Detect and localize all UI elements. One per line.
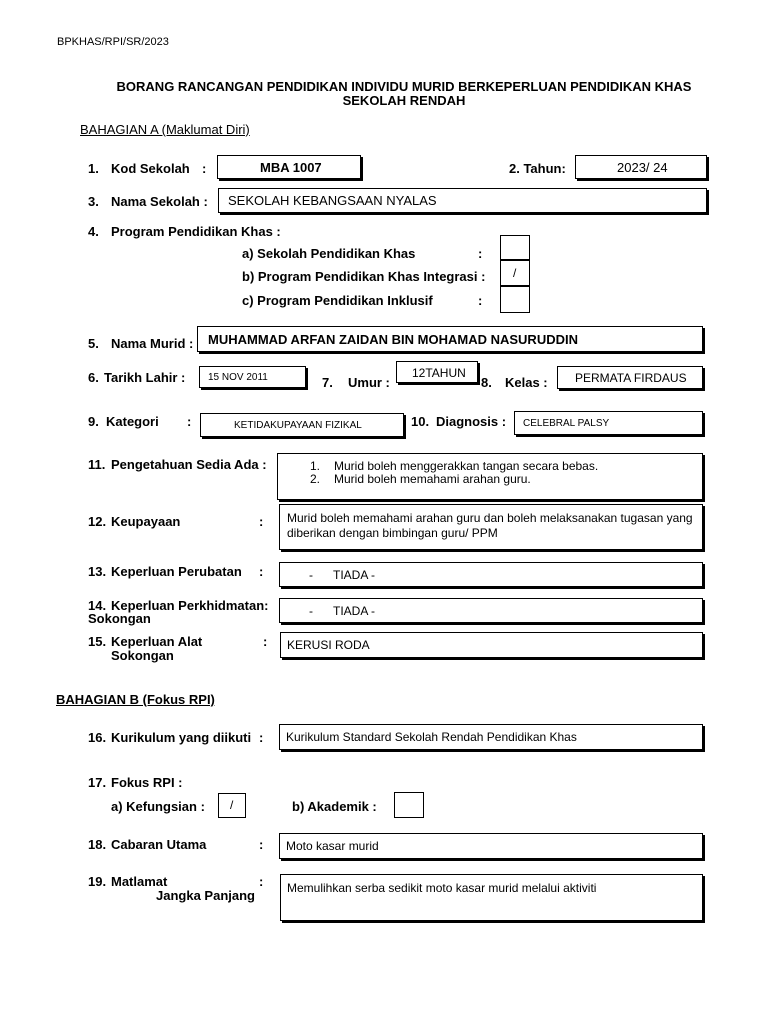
colon: : [478, 293, 483, 308]
tahun-field[interactable] [575, 155, 707, 179]
pengetahuan-item-1-text: Murid boleh menggerakkan tangan secara bebas. [334, 459, 599, 473]
field-number: 6. [88, 370, 99, 385]
form-title-line2: SEKOLAH RENDAH [342, 93, 466, 108]
field-number: 7. [322, 375, 333, 390]
diagnosis-field[interactable] [514, 411, 703, 435]
kategori-field[interactable] [200, 413, 404, 437]
akademik-label: b) Akademik : [292, 799, 377, 814]
tarikh-lahir-value: 15 NOV 2011 [208, 372, 268, 383]
pengetahuan-field[interactable] [277, 453, 703, 500]
field-number: 8. [481, 375, 492, 390]
program-option-b-checkbox[interactable] [500, 260, 530, 286]
form-title-line1: BORANG RANCANGAN PENDIDIKAN INDIVIDU MURID BERKEPERLUAN PENDIDIKAN KHAS [116, 79, 692, 94]
nama-murid-field[interactable] [197, 326, 703, 352]
section-b-heading: BAHAGIAN B (Fokus RPI) [56, 692, 215, 707]
kod-sekolah-value: MBA 1007 [260, 160, 322, 175]
tahun-label: 2. Tahun: [509, 161, 566, 176]
field-number: 13. [88, 564, 107, 579]
perkhidmatan-label-line2: Sokongan [88, 611, 151, 626]
field-number: 18. [88, 837, 107, 852]
kelas-value: PERMATA FIRDAUS [575, 371, 687, 385]
program-option-c-label: c) Program Pendidikan Inklusif [242, 293, 433, 308]
pengetahuan-label: Pengetahuan Sedia Ada : [111, 457, 267, 472]
umur-label: Umur : [348, 375, 390, 390]
colon: : [263, 634, 268, 649]
pengetahuan-item-2-number: 2. [310, 472, 321, 486]
perubatan-field[interactable] [279, 562, 703, 587]
field-number: 15. [88, 634, 107, 649]
matlamat-label-line1: Matlamat [111, 874, 168, 889]
matlamat-label-line2: Jangka Panjang [156, 888, 255, 903]
umur-value: 12TAHUN [412, 366, 466, 380]
colon: : [259, 837, 264, 852]
field-number: 11. [88, 457, 106, 472]
field-number: 12. [88, 514, 107, 529]
colon: : [259, 730, 264, 745]
matlamat-value: Memulihkan serba sedikit moto kasar murid melalui aktiviti [287, 881, 597, 895]
perubatan-value: TIADA - [333, 568, 376, 582]
diagnosis-label: Diagnosis : [436, 414, 507, 429]
nama-murid-label: Nama Murid : [111, 336, 194, 351]
tahun-value: 2023/ 24 [617, 160, 668, 175]
tarikh-lahir-label: Tarikh Lahir : [104, 370, 186, 385]
alat-value: KERUSI RODA [287, 638, 370, 652]
nama-murid-value: MUHAMMAD ARFAN ZAIDAN BIN MOHAMAD NASURUDDIN [208, 332, 578, 347]
cabaran-field[interactable] [279, 833, 703, 859]
umur-field[interactable] [396, 361, 478, 383]
perkhidmatan-value: TIADA - [333, 604, 376, 618]
field-number: 19. [88, 874, 107, 889]
cabaran-label: Cabaran Utama [111, 837, 207, 852]
perubatan-label: Keperluan Perubatan [111, 564, 242, 579]
kurikulum-field[interactable] [279, 724, 703, 750]
program-label: Program Pendidikan Khas : [111, 224, 281, 239]
program-option-b-label: b) Program Pendidikan Khas Integrasi : [242, 269, 486, 284]
program-option-a-label: a) Sekolah Pendidikan Khas [242, 246, 416, 261]
field-number: 10. [411, 414, 430, 429]
kurikulum-label: Kurikulum yang diikuti [111, 730, 252, 745]
kod-sekolah-label: Kod Sekolah [111, 161, 190, 176]
kelas-label: Kelas : [505, 375, 548, 390]
kelas-field[interactable] [557, 366, 703, 389]
matlamat-field[interactable] [280, 874, 703, 921]
colon: : [259, 874, 264, 889]
colon: : [259, 564, 264, 579]
pengetahuan-item-1-number: 1. [310, 459, 321, 473]
kategori-value: KETIDAKUPAYAAN FIZIKAL [234, 420, 362, 431]
pengetahuan-item-2-text: Murid boleh memahami arahan guru. [334, 472, 531, 486]
kategori-label: Kategori [106, 414, 159, 429]
field-number: 1. [88, 161, 99, 176]
program-option-c-checkbox[interactable] [500, 286, 530, 313]
keupayaan-value: Murid boleh memahami arahan guru dan boleh melaksanakan tugasan yang diberikan dengan bimbingan guru/ PPM [287, 511, 693, 540]
alat-label-line2: Sokongan [111, 648, 174, 663]
kurikulum-value: Kurikulum Standard Sekolah Rendah Pendidikan Khas [286, 730, 577, 744]
perkhidmatan-field[interactable] [279, 598, 703, 623]
field-number: 4. [88, 224, 99, 239]
field-number: 9. [88, 414, 99, 429]
colon: : [202, 161, 207, 176]
kefungsian-label: a) Kefungsian : [111, 799, 205, 814]
program-option-b-mark: / [513, 266, 517, 280]
kod-sekolah-field[interactable] [217, 155, 361, 179]
keupayaan-field[interactable] [279, 504, 703, 550]
perkhidmatan-dash: - [309, 604, 313, 618]
field-number: 16. [88, 730, 107, 745]
nama-sekolah-value: SEKOLAH KEBANGSAAN NYALAS [228, 193, 437, 208]
keupayaan-label: Keupayaan [111, 514, 181, 529]
nama-sekolah-field[interactable] [218, 188, 707, 213]
field-number: 5. [88, 336, 99, 351]
section-a-heading: BAHAGIAN A (Maklumat Diri) [80, 122, 250, 137]
colon: : [259, 514, 264, 529]
perubatan-dash: - [309, 568, 313, 582]
fokus-label: Fokus RPI : [111, 775, 183, 790]
alat-field[interactable] [280, 632, 703, 658]
perkhidmatan-label-line1: Keperluan Perkhidmatan: [111, 598, 269, 613]
akademik-checkbox[interactable] [394, 792, 424, 818]
nama-sekolah-label: Nama Sekolah : [111, 194, 208, 209]
alat-label-line1: Keperluan Alat [111, 634, 203, 649]
kefungsian-mark: / [230, 798, 234, 812]
colon: : [187, 414, 192, 429]
diagnosis-value: CELEBRAL PALSY [523, 418, 610, 429]
tarikh-lahir-field[interactable] [199, 366, 306, 388]
field-number: 14. [88, 598, 107, 613]
cabaran-value: Moto kasar murid [286, 839, 379, 853]
colon: : [478, 246, 483, 261]
kefungsian-checkbox[interactable] [218, 793, 246, 818]
program-option-a-checkbox[interactable] [500, 235, 530, 260]
document-reference: BPKHAS/RPI/SR/2023 [57, 36, 169, 48]
field-number: 17. [88, 775, 107, 790]
field-number: 3. [88, 194, 99, 209]
